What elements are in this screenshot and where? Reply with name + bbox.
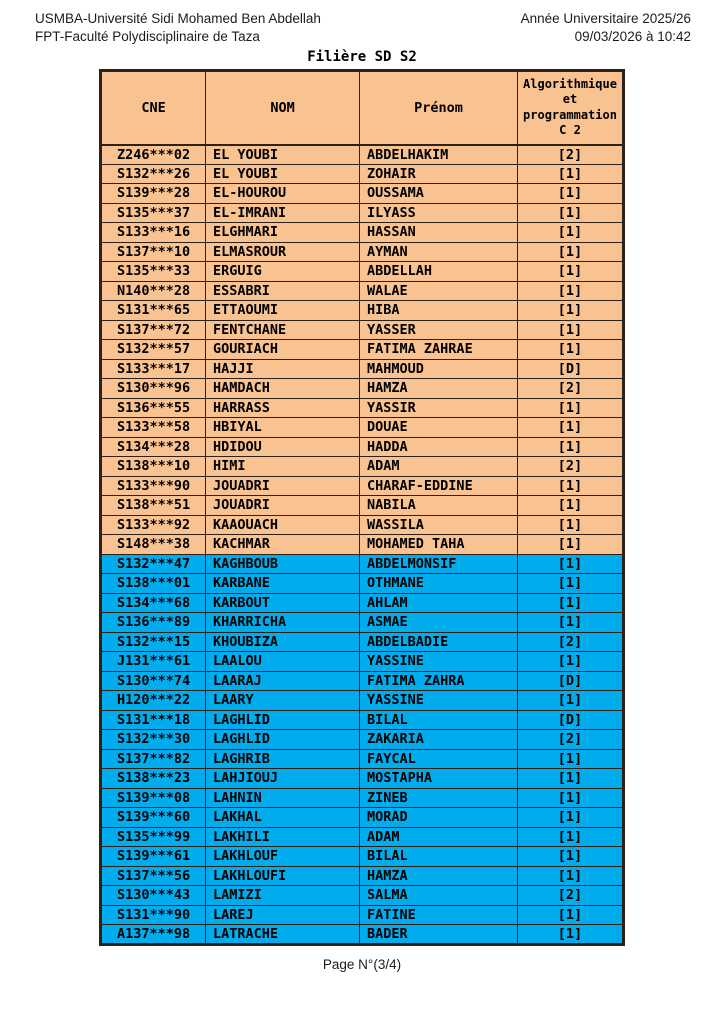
table-header <box>101 71 624 145</box>
print-datetime: 09/03/2026 à 10:42 <box>574 29 691 44</box>
table-row <box>101 730 624 750</box>
prenom-cell: HAMZA <box>360 379 518 399</box>
prenom-cell: AHLAM <box>360 593 518 613</box>
prenom-cell: ABDELMONSIF <box>360 554 518 574</box>
nom-cell: HBIYAL <box>206 418 360 438</box>
table-row <box>101 437 624 457</box>
prenom-cell: BADER <box>360 925 518 945</box>
grade-cell: [1] <box>518 691 624 711</box>
prenom-cell: WASSILA <box>360 515 518 535</box>
grade-cell: [1] <box>518 515 624 535</box>
nom-cell: ELGHMARI <box>206 223 360 243</box>
grade-cell: [1] <box>518 925 624 945</box>
prenom-cell: ZINEB <box>360 788 518 808</box>
cne-cell: S133***90 <box>101 476 206 496</box>
cne-cell: S132***30 <box>101 730 206 750</box>
grade-cell: [2] <box>518 886 624 906</box>
prenom-cell: YASSER <box>360 320 518 340</box>
prenom-cell: ADAM <box>360 827 518 847</box>
table-row <box>101 145 624 165</box>
cne-cell: S132***47 <box>101 554 206 574</box>
table-row <box>101 457 624 477</box>
cne-cell: S131***65 <box>101 301 206 321</box>
cne-cell: S137***56 <box>101 866 206 886</box>
prenom-cell: FATIMA ZAHRA <box>360 671 518 691</box>
nom-cell: HARRASS <box>206 398 360 418</box>
col-header-grade: Algorithmique et programmation C 2 <box>518 71 624 145</box>
nom-cell: KAAOUACH <box>206 515 360 535</box>
prenom-cell: AYMAN <box>360 242 518 262</box>
prenom-cell: BILAL <box>360 710 518 730</box>
table-row <box>101 652 624 672</box>
grade-cell: [1] <box>518 476 624 496</box>
nom-cell: GOURIACH <box>206 340 360 360</box>
cne-cell: S132***15 <box>101 632 206 652</box>
table-row <box>101 164 624 184</box>
cne-cell: S137***82 <box>101 749 206 769</box>
cne-cell: S139***28 <box>101 184 206 204</box>
nom-cell: JOUADRI <box>206 496 360 516</box>
grade-cell: [1] <box>518 242 624 262</box>
table-row <box>101 788 624 808</box>
grade-cell: [1] <box>518 788 624 808</box>
nom-cell: LAGHLID <box>206 710 360 730</box>
prenom-cell: MOHAMED TAHA <box>360 535 518 555</box>
page-header <box>0 10 724 46</box>
prenom-cell: FATINE <box>360 905 518 925</box>
cne-cell: S138***51 <box>101 496 206 516</box>
table-row <box>101 418 624 438</box>
prenom-cell: ILYASS <box>360 203 518 223</box>
nom-cell: LAKHLOUF <box>206 847 360 867</box>
grade-cell: [1] <box>518 535 624 555</box>
cne-cell: S139***08 <box>101 788 206 808</box>
prenom-cell: ADAM <box>360 457 518 477</box>
table-row <box>101 749 624 769</box>
grade-cell: [1] <box>518 866 624 886</box>
table-row <box>101 398 624 418</box>
prenom-cell: ABDELBADIE <box>360 632 518 652</box>
page-title: Filière SD S2 <box>307 49 417 65</box>
grade-cell: [D] <box>518 710 624 730</box>
table-row <box>101 671 624 691</box>
nom-cell: LAARAJ <box>206 671 360 691</box>
nom-cell: LAHJIOUJ <box>206 769 360 789</box>
table-row <box>101 515 624 535</box>
cne-cell: S148***38 <box>101 535 206 555</box>
nom-cell: KACHMAR <box>206 535 360 555</box>
prenom-cell: ABDELHAKIM <box>360 145 518 165</box>
prenom-cell: ZAKARIA <box>360 730 518 750</box>
grade-cell: [D] <box>518 671 624 691</box>
nom-cell: FENTCHANE <box>206 320 360 340</box>
grade-cell: [1] <box>518 827 624 847</box>
nom-cell: HAMDACH <box>206 379 360 399</box>
table-row <box>101 847 624 867</box>
table-row <box>101 613 624 633</box>
prenom-cell: NABILA <box>360 496 518 516</box>
table-body <box>101 145 624 945</box>
cne-cell: S135***33 <box>101 262 206 282</box>
grade-cell: [1] <box>518 398 624 418</box>
table-row <box>101 320 624 340</box>
grade-cell: [1] <box>518 749 624 769</box>
nom-cell: LAKHAL <box>206 808 360 828</box>
cne-cell: S133***58 <box>101 418 206 438</box>
cne-cell: S132***26 <box>101 164 206 184</box>
table-row <box>101 262 624 282</box>
cne-cell: S138***10 <box>101 457 206 477</box>
nom-cell: HDIDOU <box>206 437 360 457</box>
grade-cell: [1] <box>518 184 624 204</box>
prenom-cell: ZOHAIR <box>360 164 518 184</box>
nom-cell: JOUADRI <box>206 476 360 496</box>
table-row <box>101 632 624 652</box>
nom-cell: EL YOUBI <box>206 145 360 165</box>
nom-cell: KHOUBIZA <box>206 632 360 652</box>
table-row <box>101 827 624 847</box>
nom-cell: HAJJI <box>206 359 360 379</box>
table-row <box>101 535 624 555</box>
nom-cell: LAREJ <box>206 905 360 925</box>
page-number: Page N°(3/4) <box>322 957 402 972</box>
cne-cell: S136***89 <box>101 613 206 633</box>
nom-cell: ESSABRI <box>206 281 360 301</box>
prenom-cell: YASSIR <box>360 398 518 418</box>
nom-cell: KAGHBOUB <box>206 554 360 574</box>
prenom-cell: FATIMA ZAHRAE <box>360 340 518 360</box>
prenom-cell: YASSINE <box>360 652 518 672</box>
cne-cell: A137***98 <box>101 925 206 945</box>
prenom-cell: MAHMOUD <box>360 359 518 379</box>
table-row <box>101 691 624 711</box>
cne-cell: S133***17 <box>101 359 206 379</box>
prenom-cell: WALAE <box>360 281 518 301</box>
cne-cell: S130***74 <box>101 671 206 691</box>
academic-year: Année Universitaire 2025/26 <box>520 11 691 26</box>
cne-cell: S130***43 <box>101 886 206 906</box>
grade-cell: [1] <box>518 905 624 925</box>
grade-cell: [1] <box>518 164 624 184</box>
nom-cell: EL YOUBI <box>206 164 360 184</box>
cne-cell: N140***28 <box>101 281 206 301</box>
meta-block <box>521 10 691 46</box>
cne-cell: S136***55 <box>101 398 206 418</box>
cne-cell: S138***23 <box>101 769 206 789</box>
nom-cell: LAKHILI <box>206 827 360 847</box>
cne-cell: S133***16 <box>101 223 206 243</box>
nom-cell: EL-HOUROU <box>206 184 360 204</box>
cne-cell: S135***99 <box>101 827 206 847</box>
grade-cell: [1] <box>518 281 624 301</box>
prenom-cell: HIBA <box>360 301 518 321</box>
cne-cell: S131***90 <box>101 905 206 925</box>
col-header-nom: NOM <box>206 71 360 145</box>
faculty-name: FPT-Faculté Polydisciplinaire de Taza <box>35 29 260 44</box>
grade-cell: [2] <box>518 379 624 399</box>
table-row <box>101 242 624 262</box>
prenom-cell: CHARAF-EDDINE <box>360 476 518 496</box>
table-row <box>101 710 624 730</box>
nom-cell: ERGUIG <box>206 262 360 282</box>
cne-cell: S134***28 <box>101 437 206 457</box>
table-row <box>101 476 624 496</box>
nom-cell: KHARRICHA <box>206 613 360 633</box>
prenom-cell: MOSTAPHA <box>360 769 518 789</box>
cne-cell: H120***22 <box>101 691 206 711</box>
organization-block <box>35 10 321 46</box>
cne-cell: S137***10 <box>101 242 206 262</box>
grade-cell: [1] <box>518 808 624 828</box>
table-row <box>101 593 624 613</box>
cne-cell: S137***72 <box>101 320 206 340</box>
nom-cell: EL-IMRANI <box>206 203 360 223</box>
table-row <box>101 866 624 886</box>
cne-cell: Z246***02 <box>101 145 206 165</box>
grade-cell: [1] <box>518 320 624 340</box>
nom-cell: HIMI <box>206 457 360 477</box>
cne-cell: S134***68 <box>101 593 206 613</box>
table-row <box>101 554 624 574</box>
table-row <box>101 301 624 321</box>
prenom-cell: HADDA <box>360 437 518 457</box>
prenom-cell: FAYCAL <box>360 749 518 769</box>
cne-cell: S130***96 <box>101 379 206 399</box>
grade-cell: [2] <box>518 457 624 477</box>
prenom-cell: HASSAN <box>360 223 518 243</box>
table-row <box>101 925 624 945</box>
grade-cell: [2] <box>518 730 624 750</box>
prenom-cell: SALMA <box>360 886 518 906</box>
cne-cell: J131***61 <box>101 652 206 672</box>
prenom-cell: OUSSAMA <box>360 184 518 204</box>
grade-cell: [1] <box>518 203 624 223</box>
nom-cell: ELMASROUR <box>206 242 360 262</box>
grade-cell: [1] <box>518 262 624 282</box>
nom-cell: LATRACHE <box>206 925 360 945</box>
nom-cell: LAHNIN <box>206 788 360 808</box>
grade-cell: [1] <box>518 593 624 613</box>
grade-cell: [2] <box>518 145 624 165</box>
prenom-cell: ABDELLAH <box>360 262 518 282</box>
grade-cell: [1] <box>518 574 624 594</box>
students-table <box>99 69 625 946</box>
table-row <box>101 808 624 828</box>
grade-cell: [1] <box>518 554 624 574</box>
prenom-cell: BILAL <box>360 847 518 867</box>
cne-cell: S138***01 <box>101 574 206 594</box>
col-header-cne: CNE <box>101 71 206 145</box>
grade-cell: [2] <box>518 632 624 652</box>
table-row <box>101 203 624 223</box>
table-row <box>101 359 624 379</box>
grade-cell: [1] <box>518 437 624 457</box>
table-row <box>101 281 624 301</box>
nom-cell: LAGHLID <box>206 730 360 750</box>
table-row <box>101 886 624 906</box>
grade-cell: [1] <box>518 769 624 789</box>
prenom-cell: HAMZA <box>360 866 518 886</box>
nom-cell: LAALOU <box>206 652 360 672</box>
prenom-cell: ASMAE <box>360 613 518 633</box>
prenom-cell: YASSINE <box>360 691 518 711</box>
grade-cell: [D] <box>518 359 624 379</box>
prenom-cell: OTHMANE <box>360 574 518 594</box>
table-row <box>101 379 624 399</box>
nom-cell: KARBOUT <box>206 593 360 613</box>
col-header-prenom: Prénom <box>360 71 518 145</box>
cne-cell: S133***92 <box>101 515 206 535</box>
table-row <box>101 340 624 360</box>
university-name: USMBA-Université Sidi Mohamed Ben Abdellah <box>35 11 321 26</box>
grade-cell: [1] <box>518 301 624 321</box>
nom-cell: LAMIZI <box>206 886 360 906</box>
grade-cell: [1] <box>518 652 624 672</box>
grade-cell: [1] <box>518 223 624 243</box>
cne-cell: S132***57 <box>101 340 206 360</box>
table-row <box>101 574 624 594</box>
grade-cell: [1] <box>518 340 624 360</box>
nom-cell: KARBANE <box>206 574 360 594</box>
cne-cell: S139***60 <box>101 808 206 828</box>
table-row <box>101 223 624 243</box>
grade-cell: [1] <box>518 418 624 438</box>
prenom-cell: MORAD <box>360 808 518 828</box>
table-row <box>101 769 624 789</box>
cne-cell: S139***61 <box>101 847 206 867</box>
cne-cell: S131***18 <box>101 710 206 730</box>
cne-cell: S135***37 <box>101 203 206 223</box>
table-row <box>101 496 624 516</box>
table-row <box>101 184 624 204</box>
grade-cell: [1] <box>518 496 624 516</box>
nom-cell: LAGHRIB <box>206 749 360 769</box>
nom-cell: ETTAOUMI <box>206 301 360 321</box>
grade-cell: [1] <box>518 847 624 867</box>
nom-cell: LAKHLOUFI <box>206 866 360 886</box>
table-header-row <box>101 71 624 145</box>
table-row <box>101 905 624 925</box>
nom-cell: LAARY <box>206 691 360 711</box>
prenom-cell: DOUAE <box>360 418 518 438</box>
grade-cell: [1] <box>518 613 624 633</box>
